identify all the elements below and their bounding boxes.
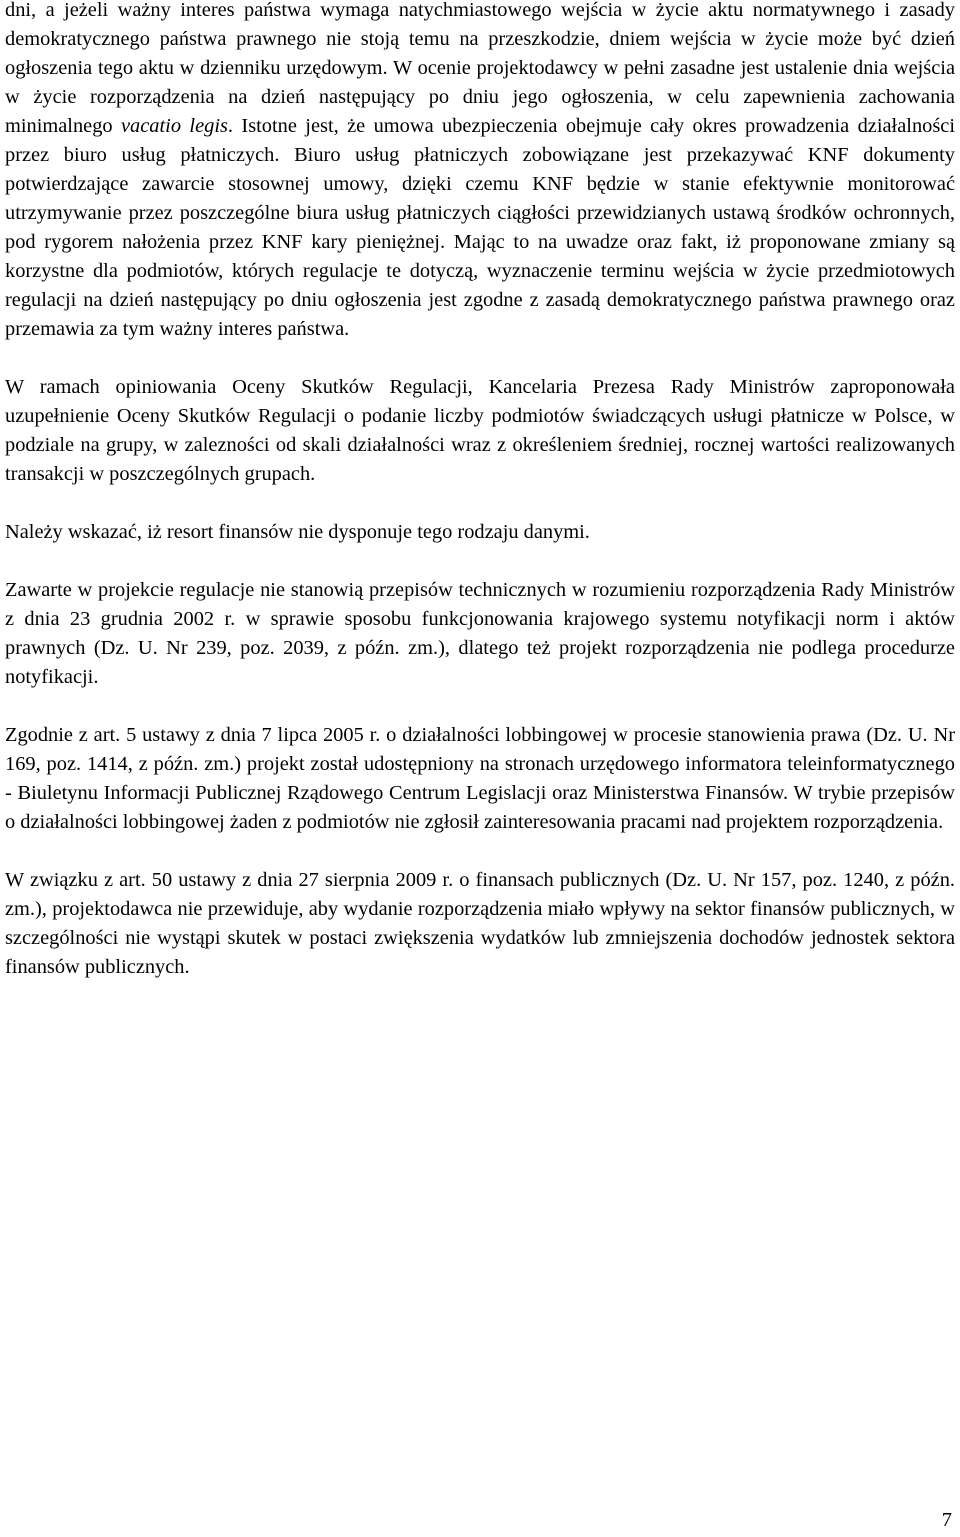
paragraph-public-finance: W związku z art. 50 ustawy z dnia 27 sierpnia 2009 r. o finansach publicznych (Dz. U. Nr 157, poz. 1240, z późn. zm.), projektodawca nie przewiduje, aby wydanie rozporządzenia miało wpływy na sektor finansów publicznych, w szczególności nie wystąpi skutek w postaci zwiększenia wydatków lub zmniejszenia dochodów jednostek sektora finansów publicznych. [5, 869, 955, 978]
italic-term-vacatio-legis: vacatio legis [121, 115, 228, 137]
paragraph-text: . Istotne jest, że umowa ubezpieczenia obejmuje cały okres prowadzenia działalności przez biuro usług płatniczych. Biuro usług płatniczych zobowiązane jest przekazywać KNF dokumenty potwierdzające zawarcie stosownej umowy, dzięki czemu KNF będzie w stanie efektywnie monitorować utrzymywanie przez poszczególne biura usług płatniczych ciągłości przewidzianych ustawą środków ochronnych, pod rygorem nałożenia przez KNF kary pieniężnej. Mając to na uwadze oraz fakt, iż proponowane zmiany są korzystne dla podmiotów, których regulacje te dotyczą, wyznaczenie terminu wejścia w życie przedmiotowych regulacji na dzień następujący po dniu ogłoszenia jest zgodne z zasadą demokratycznego państwa prawnego oraz przemawia za tym ważny interes państwa. [5, 115, 955, 340]
paragraph-osr-opinion: W ramach opiniowania Oceny Skutków Regulacji, Kancelaria Prezesa Rady Ministrów zaproponowała uzupełnienie Oceny Skutków Regulacji o podanie liczby podmiotów świadczących usługi płatnicze w Polsce, w podziale na grupy, w zalezności od skali działalności wraz z określeniem średniej, rocznej wartości realizowanych transakcji w poszczególnych grupach. [5, 376, 955, 485]
paragraph-entry-into-force [5, 0, 955, 344]
paragraph-technical-regulations: Zawarte w projekcie regulacje nie stanowią przepisów technicznych w rozumieniu rozporządzenia Rady Ministrów z dnia 23 grudnia 2002 r. w sprawie sposobu funkcjonowania krajowego systemu notyfikacji norm i aktów prawnych (Dz. U. Nr 239, poz. 2039, z późn. zm.), dlatego też projekt rozporządzenia nie podlega procedurze notyfikacji. [5, 579, 955, 688]
page-number: 7 [941, 1509, 952, 1531]
document-page [5, 0, 955, 1537]
paragraph-no-data: Należy wskazać, iż resort finansów nie dysponuje tego rodzaju danymi. [5, 521, 590, 543]
paragraph-lobbying: Zgodnie z art. 5 ustawy z dnia 7 lipca 2005 r. o działalności lobbingowej w procesie stanowienia prawa (Dz. U. Nr 169, poz. 1414, z późn. zm.) projekt został udostępniony na stronach urzędowego informatora teleinformatycznego - Biuletynu Informacji Publicznej Rządowego Centrum Legislacji oraz Ministerstwa Finansów. W trybie przepisów o działalności lobbingowej żaden z podmiotów nie zgłosił zainteresowania pracami nad projektem rozporządzenia. [5, 724, 955, 833]
paragraph-text: dni, a jeżeli ważny interes państwa wymaga natychmiastowego wejścia w życie aktu normatywnego i zasady demokratycznego państwa prawnego nie stoją temu na przeszkodzie, dniem wejścia w życie może być dzień ogłoszenia tego aktu w dzienniku urzędowym. W ocenie projektodawcy w pełni zasadne jest ustalenie dnia wejścia w życie rozporządzenia na dzień następujący po dniu jego ogłoszenia, w celu zapewnienia zachowania minimalnego [5, 0, 955, 137]
